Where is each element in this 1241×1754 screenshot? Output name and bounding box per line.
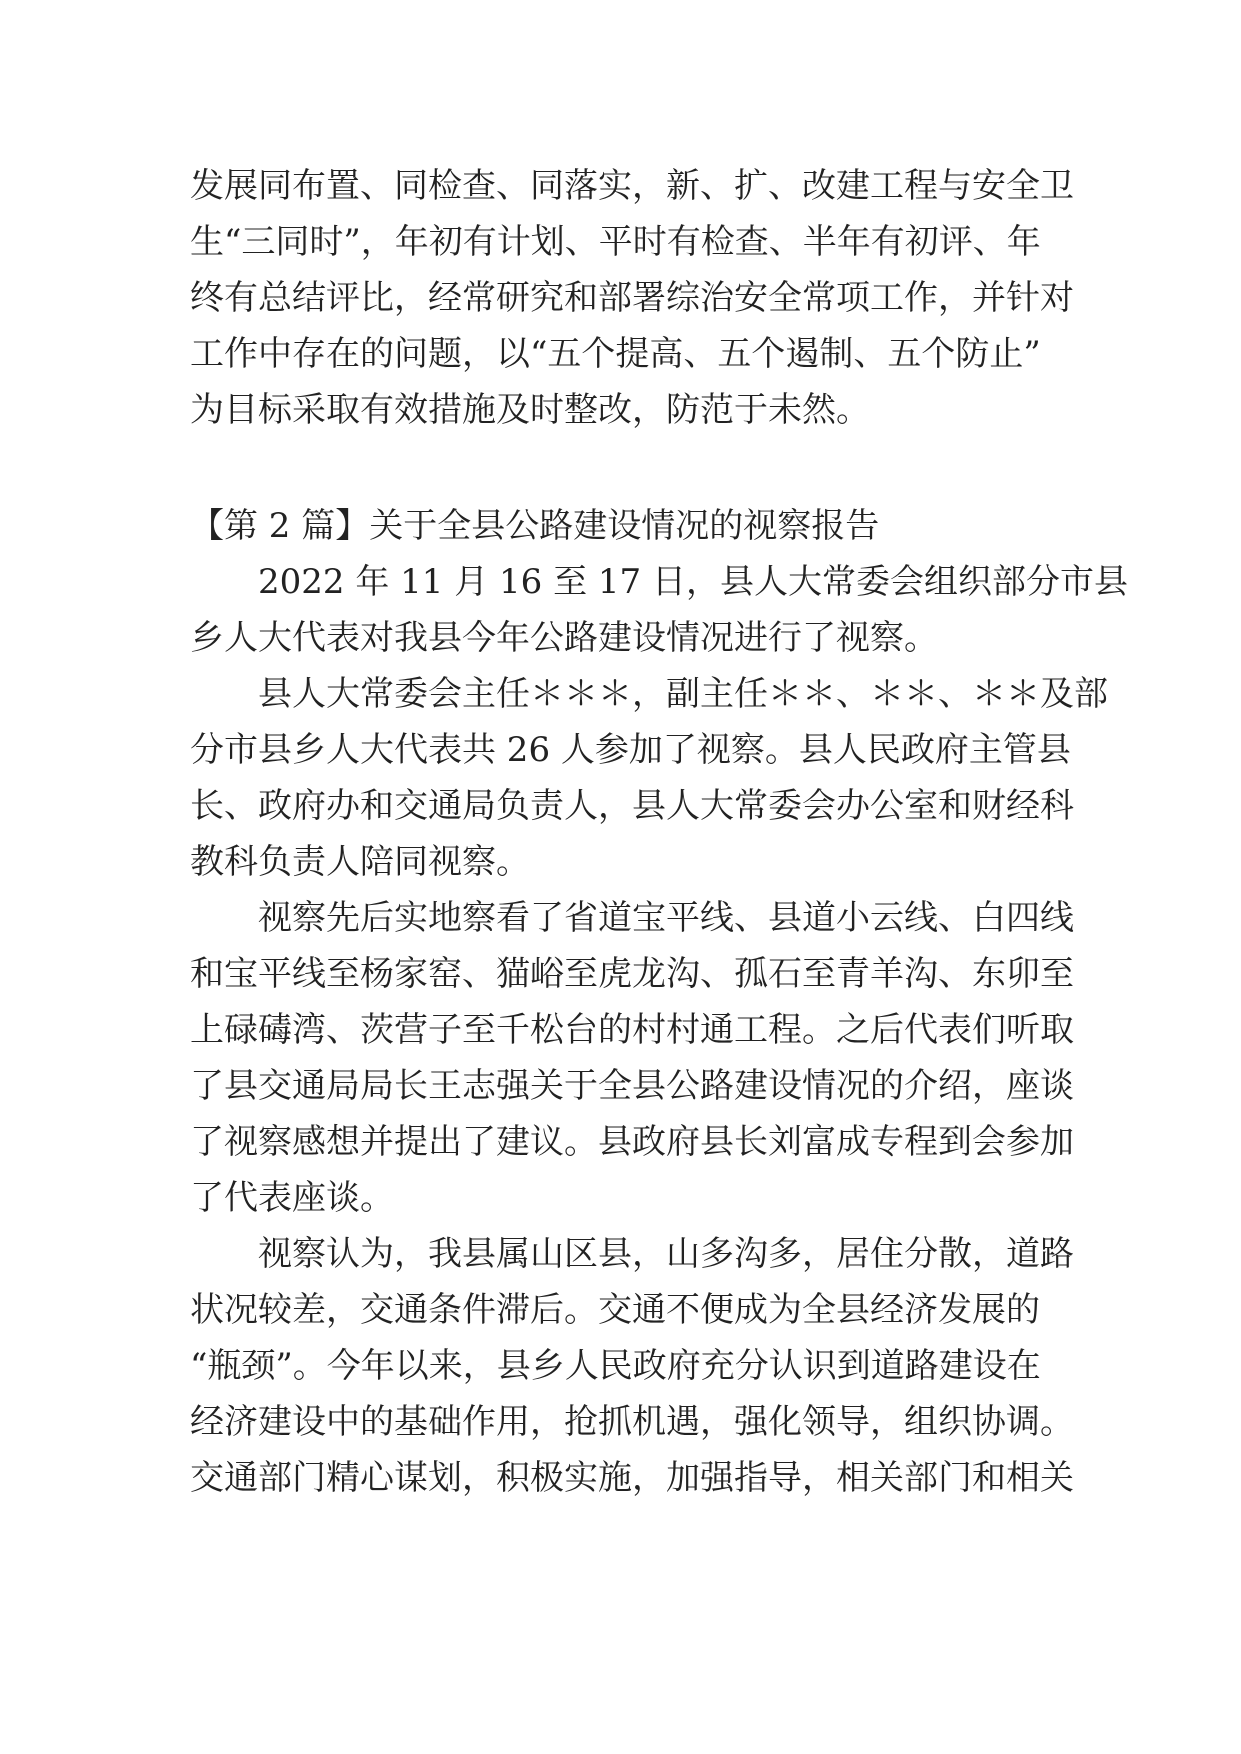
text-line: 2022 年 11 月 16 至 17 日，县人大常委会组织部分市县 — [258, 562, 1128, 602]
text-line: 为目标采取有效措施及时整改，防范于未然。 — [190, 390, 870, 430]
article-title: 【第 2 篇】关于全县公路建设情况的视察报告 — [190, 506, 880, 546]
document-body — [190, 158, 1128, 1506]
text-line: 了视察感想并提出了建议。县政府县长刘富成专程到会参加 — [190, 1122, 1074, 1162]
text-line: 和宝平线至杨家窑、猫峪至虎龙沟、孤石至青羊沟、东卯至 — [190, 954, 1074, 994]
section-spacer — [190, 438, 1070, 498]
paragraph — [190, 1226, 1074, 1506]
paragraph — [190, 890, 1074, 1226]
text-line: 视察认为，我县属山区县，山多沟多，居住分散，道路 — [258, 1234, 1074, 1274]
text-line: 教科负责人陪同视察。 — [190, 842, 530, 882]
text-line: 分市县乡人大代表共 26 人参加了视察。县人民政府主管县 — [190, 730, 1071, 770]
text-line: 终有总结评比，经常研究和部署综治安全常项工作，并针对 — [190, 278, 1074, 318]
text-line: 上碌碡湾、茨营子至千松台的村村通工程。之后代表们听取 — [190, 1010, 1074, 1050]
text-line: 交通部门精心谋划，积极实施，加强指导，相关部门和相关 — [190, 1458, 1074, 1498]
text-line: 了县交通局局长王志强关于全县公路建设情况的介绍，座谈 — [190, 1066, 1074, 1106]
text-line: 乡人大代表对我县今年公路建设情况进行了视察。 — [190, 618, 938, 658]
text-line: 工作中存在的问题，以“五个提高、五个遏制、五个防止” — [190, 334, 1041, 374]
paragraph — [190, 554, 1128, 666]
paragraph — [190, 666, 1108, 890]
text-line: 状况较差，交通条件滞后。交通不便成为全县经济发展的 — [190, 1290, 1040, 1330]
text-line: 长、政府办和交通局负责人，县人大常委会办公室和财经科 — [190, 786, 1074, 826]
text-line: 视察先后实地察看了省道宝平线、县道小云线、白四线 — [258, 898, 1074, 938]
text-line: 经济建设中的基础作用，抢抓机遇，强化领导，组织协调。 — [190, 1402, 1074, 1442]
text-line: 发展同布置、同检查、同落实，新、扩、改建工程与安全卫 — [190, 166, 1074, 206]
text-line: “瓶颈”。今年以来，县乡人民政府充分认识到道路建设在 — [190, 1346, 1041, 1386]
text-line: 县人大常委会主任＊＊＊，副主任＊＊、＊＊、＊＊及部 — [258, 674, 1108, 714]
text-line: 生“三同时”，年初有计划、平时有检查、半年有初评、年 — [190, 222, 1041, 262]
previous-section-text — [190, 158, 1074, 438]
text-line: 了代表座谈。 — [190, 1178, 394, 1218]
